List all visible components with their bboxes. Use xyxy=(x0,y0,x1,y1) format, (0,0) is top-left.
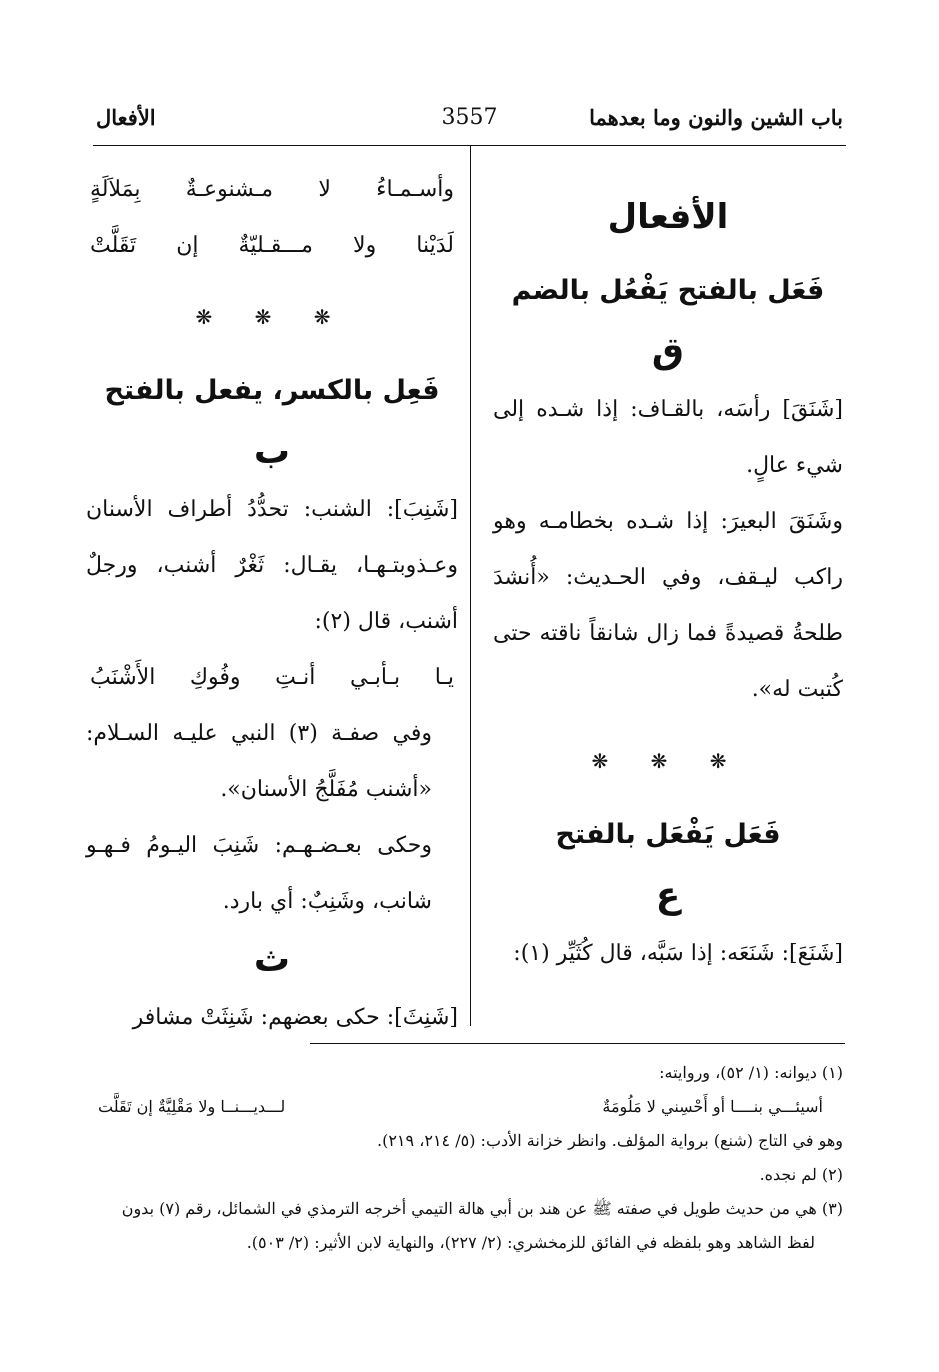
running-header-left: الأفعال xyxy=(96,105,156,130)
page-number: 3557 xyxy=(441,105,498,130)
letter-heading-ba: ب xyxy=(253,431,291,472)
footnote-1-source: (١) ديوانه: (١/ ٥٢)، وروايته: xyxy=(659,1063,843,1082)
footnote-1-verse-first-hemistich: أسيئـــي بنــــا أو أَحْسِني لا مَلُومَةٌ xyxy=(602,1097,823,1116)
entry-sifat-alnabi: وفي صفـة (٣) النبي عليـه السـلام: «أشنب مُفَلَّجُ الأسنان». xyxy=(86,721,432,802)
section-separator: ❋ ❋ ❋ xyxy=(591,749,745,773)
subsection-title-2: فَعَل يَفْعَل بالفتح xyxy=(555,819,781,850)
entry-shaniba: [شَنِبَ]: الشنب: تحدُّدُ أطراف الأسنان وعـذوبتـهـا، يقـال: ثَغْرٌ أشنب، ورجلٌ أشنب، قال (٢): xyxy=(86,497,458,634)
entry-shanaa: [شَنَعَ]: شَنَعَه: إذا سَبَّه، قال كُثَيِّر (١): xyxy=(513,941,843,966)
poem-verse-2: لَدَيْنا ولا مـــقـليّةٌ إن تَقَلَّتْ xyxy=(90,233,454,258)
section-separator-2: ❋ ❋ ❋ xyxy=(195,305,349,329)
entry-shanaqa: [شَنَقَ] رأسَه، بالقـاف: إذا شـده إلى شيء عالٍ. xyxy=(493,397,843,478)
section-title: الأفعال xyxy=(607,197,729,237)
entry-shaniba-alyawm: وحكى بعـضـهـم: شَنِبَ اليـومُ فـهـو شانب، وشَنِبٌ: أي بارد. xyxy=(86,833,432,914)
footnote-1-verse-second-hemistich: لـــديـــنــا ولا مَقْلِيَّةٌ إن تَقَلَّت xyxy=(98,1097,286,1116)
footnote-3: (٣) هي من حديث طويل في صفته ﷺ عن هند بن أبي هالة التيمي أخرجه الترمذي في الشمائل، رقم (٧) بدون xyxy=(121,1199,843,1218)
footnotes xyxy=(88,1056,843,1260)
entry-shanaqa-albaeer: وشَنَقَ البعيرَ: إذا شـده بخطامـه وهو راكب ليـقف، وفي الحـديث: «أُنشدَ طلحةُ قصيدةً فما زال شانقاً ناقته حتى كُتبت له». xyxy=(493,509,843,702)
right-column xyxy=(493,180,843,982)
left-column xyxy=(86,162,458,1046)
footnote-3-continued: لفظ الشاهد وهو بلفظه في الفائق للزمخشري: (٢/ ٢٢٧)، والنهاية لابن الأثير: (٢/ ٥٠٣). xyxy=(246,1233,815,1252)
footnote-2: (٢) لم نجده. xyxy=(759,1165,843,1184)
poem-verse-1: وأسـمـاءُ لا مـشنوعـةٌ بِمَلاَلَةٍ xyxy=(90,177,454,202)
letter-heading-tha: ث xyxy=(253,939,291,980)
letter-heading-qaf: ق xyxy=(651,331,685,372)
poem-verse-3: يـا بـأبـي أنـتِ وفُوكِ الأَشْنَبُ xyxy=(90,665,454,690)
entry-shanitha: [شَنِثَ]: حكى بعضهم: شَنِثَتْ مشافر xyxy=(132,1005,458,1030)
running-header-right: باب الشين والنون وما بعدهما xyxy=(589,105,843,130)
subsection-title-3: فَعِل بالكسر، يفعل بالفتح xyxy=(104,375,440,406)
footnote-1-note: وهو في التاج (شنع) برواية المؤلف. وانظر خزانة الأدب: (٥/ ٢١٤، ٢١٩). xyxy=(377,1131,843,1150)
letter-heading-ayn: ع xyxy=(655,875,681,916)
footnote-rule xyxy=(310,1043,845,1044)
footnote-1-verse xyxy=(88,1090,843,1124)
subsection-title: فَعَل بالفتح يَفْعُل بالضم xyxy=(511,275,825,306)
column-divider xyxy=(470,146,471,1026)
